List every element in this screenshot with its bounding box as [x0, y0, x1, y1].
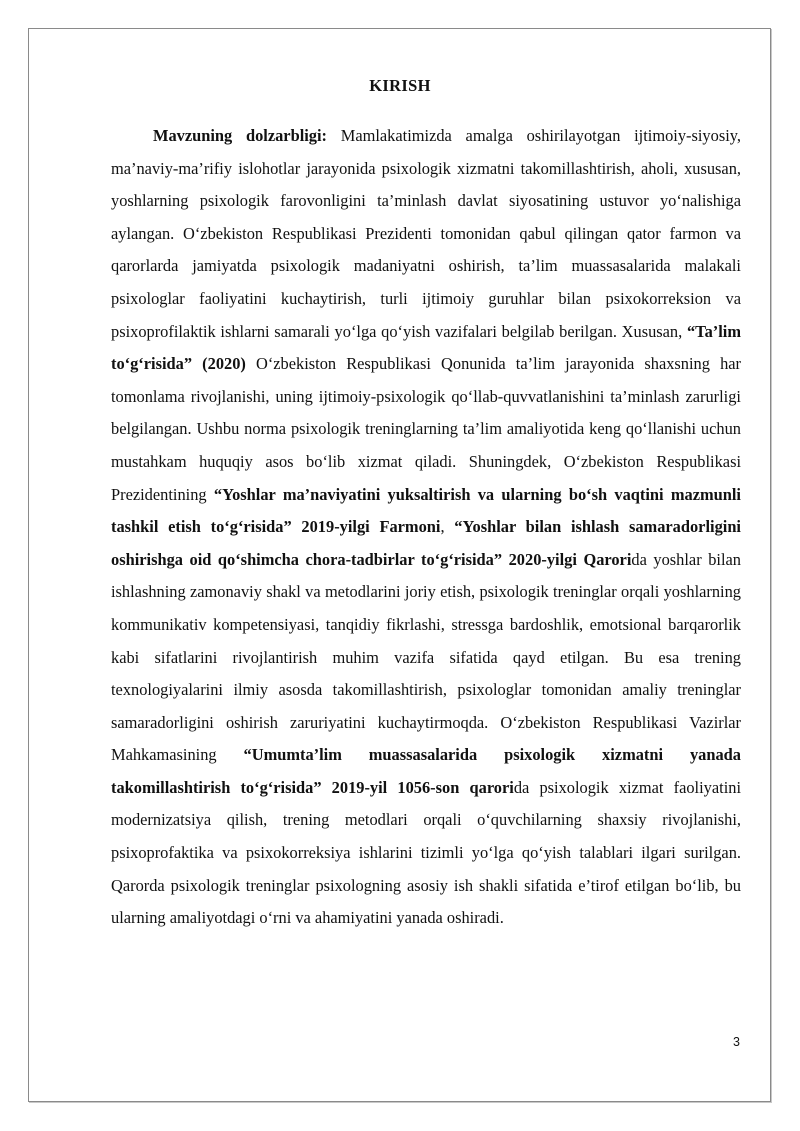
text-run: , [440, 517, 455, 537]
text-run: “Yoshlar ma’naviyatini yuksaltirish va ularning bo‘sh vaqtini mazmunli tashkil etish to‘g‘risida” 2019-yilgi Farmoni [111, 484, 741, 537]
text-run: Mavzuning dolzarbligi: [153, 126, 328, 145]
text-run: da yoshlar bilan ishlashning zamonaviy shakl va metodlarini joriy etish, psixologik treninglar orqali yoshlarning kommunikativ kompetensiyasi, tanqidiy fikrlashi, stressga bardoshlik, emotsional barqarorlik kabi sifatlarini rivojlantirish muhim vazifa sifatida qayd etilgan. Bu esa trening texnologiyalarini ilmiy asosda takomillashtirish, psixologlar tomonidan amaliy treninglar samaradorligini oshirish zaruriyatini kuchaytirmoqda. O‘zbekiston Respublikasi Vazirlar Mahkamasining [111, 549, 741, 765]
text-run: da psixologik xizmat faoliyatini modernizatsiya qilish, trening metodlari orqali o‘quvchilarning shaxsiy rivojlanishi, psixoprofaktika va psixokorreksiya ishlarini tizimli yo‘lga qo‘yish talablari ilgari surilgan. Qarorda psixologik treninglar psixologning asosiy ish shakli sifatida e’tirof etilgan bo‘lib, bu ularning amaliyotdagi o‘rni va ahamiyatini yanada oshiradi. [111, 777, 741, 928]
body-text [111, 120, 741, 935]
page-number: 3 [733, 1035, 740, 1049]
text-run: “Umumta’lim muassasalarida psixologik xizmatni yanada takomillashtirish to‘g‘risida” 2019-yil 1056-son qarori [111, 745, 741, 797]
page-title: KIRISH [369, 76, 431, 95]
paragraph-relevance [111, 120, 741, 935]
text-run: “Yoshlar bilan ishlash samaradorligini oshirishga oid qo‘shimcha chora-tadbirlar to‘g‘risida” 2020-yilgi Qarori [111, 517, 741, 569]
text-run: O‘zbekiston Respublikasi Qonunida ta’lim jarayonida shaxsning har tomonlama rivojlanishi, uning ijtimoiy-psixologik qo‘llab-quvvatlanishini ta’minlash zarurligi belgilangan. Ushbu norma psixologik treninglarning ta’lim amaliyotida keng qo‘llanishi uchun mustahkam huquqiy asos bo‘lib xizmat qiladi. Shuningdek, O‘zbekiston Respublikasi Prezidentining [111, 354, 741, 504]
text-run: Mamlakatimizda amalga oshirilayotgan ijtimoiy-siyosiy, ma’naviy-ma’rifiy islohotlar jarayonida psixologik xizmatni takomillashtirish, aholi, xususan, yoshlarning psixologik farovonligini ta’minlash davlat siyosatining ustuvor yo‘nalishiga aylangan. O‘zbekiston Respublikasi Prezidenti tomonidan qabul qilingan qator farmon va qarorlarda jamiyatda psixologik madaniyatni oshirish, ta’lim muassasalarida malakali psixologlar faoliyatini kuchaytirish, turli ijtimoiy guruhlar bilan psixokorreksion va psixoprofilaktik ishlarni samarali yo‘lga qo‘yish vazifalari belgilab berilgan. Xususan, [111, 126, 741, 341]
text-run: “Ta’lim to‘g‘risida” (2020) [111, 321, 741, 374]
